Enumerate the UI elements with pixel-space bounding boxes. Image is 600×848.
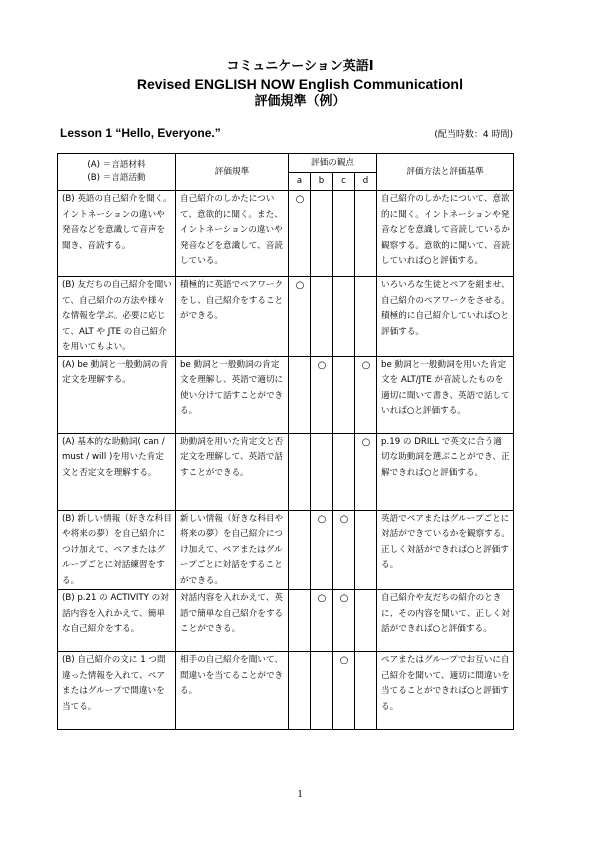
- lesson-heading: Lesson 1 “Hello, Everyone.”: [60, 126, 221, 140]
- table-row: [58, 510, 514, 590]
- mark-a: [289, 356, 311, 433]
- table-row: [58, 590, 514, 652]
- mark-c: [333, 191, 355, 277]
- header-material-b: (B) ＝言語活動: [87, 173, 146, 183]
- title-course: コミュニケーション英語Ⅰ: [226, 59, 374, 74]
- table-row: [58, 277, 514, 357]
- mark-a: ○: [289, 277, 311, 357]
- header-col-b: b: [311, 173, 333, 191]
- mark-c: ○: [333, 590, 355, 652]
- page-number: 1: [297, 788, 303, 800]
- material-cell: (B) p.21 の ACTIVITY の対話内容を入れかえて、簡単な自己紹介をする。: [58, 590, 176, 652]
- mark-c: ○: [333, 510, 355, 590]
- mark-c: [333, 356, 355, 433]
- header-col-c: c: [333, 173, 355, 191]
- mark-b: [311, 277, 333, 357]
- method-cell: 自己紹介や友だちの紹介のときに、その内容を聞いて、正しく対話ができれば○と評価する。: [377, 590, 514, 652]
- criteria-cell: 相手の自己紹介を聞いて、間違いを当てることができる。: [176, 652, 289, 730]
- mark-b: [311, 433, 333, 510]
- document-title: [0, 58, 600, 111]
- table-row: [58, 652, 514, 730]
- material-cell: (B) 新しい情報（好きな科目や将来の夢）を自己紹介につけ加えて、ペアまたはグループごとに対話練習をする。: [58, 510, 176, 590]
- mark-d: ○: [355, 356, 377, 433]
- mark-b: [311, 652, 333, 730]
- material-cell: (A) 基本的な助動詞( can / must / will )を用いた肯定文と否定文を理解する。: [58, 433, 176, 510]
- method-cell: いろいろな生徒とペアを組ませ、自己紹介のペアワークをさせる。積極的に自己紹介していれば○と評価する。: [377, 277, 514, 357]
- method-cell: 自己紹介のしかたについて、意欲的に聞く。イントネーションや発音などを意識して音読しているか観察する。意欲的に聞いて、音読していれば○と評価する。: [377, 191, 514, 277]
- mark-b: ○: [311, 356, 333, 433]
- mark-a: [289, 510, 311, 590]
- material-cell: (B) 自己紹介の文に 1 つ間違った情報を入れて、ペアまたはグループで間違いを当てる。: [58, 652, 176, 730]
- table-row: [58, 356, 514, 433]
- method-cell: 英語でペアまたはグループごとに対話ができているかを観察する。正しく対話ができれば○と評価する。: [377, 510, 514, 590]
- criteria-cell: 自己紹介のしかたについて、意欲的に聞く。また、イントネーションの違いや発音などを意識して、音読している。: [176, 191, 289, 277]
- mark-a: [289, 590, 311, 652]
- criteria-cell: 積極的に英語でペアワークをし、自己紹介をすることができる。: [176, 277, 289, 357]
- header-material-a: (A) ＝言語材料: [87, 160, 146, 170]
- mark-d: [355, 652, 377, 730]
- mark-c: [333, 433, 355, 510]
- mark-b: [311, 191, 333, 277]
- mark-c: [333, 277, 355, 357]
- material-cell: (B) 英語の自己紹介を聞く。イントネーションの違いや発音などを意識して音声を聞き、音読する。: [58, 191, 176, 277]
- header-viewpoints: 評価の観点: [289, 154, 377, 173]
- mark-d: [355, 191, 377, 277]
- criteria-cell: 新しい情報（好きな科目や将来の夢）を自己紹介につけ加えて、ペアまたはグループごとに対話をすることができる。: [176, 510, 289, 590]
- method-cell: ペアまたはグループでお互いに自己紹介を聞いて、適切に間違いを当てることができれば○と評価する。: [377, 652, 514, 730]
- mark-a: [289, 652, 311, 730]
- material-cell: (A) be 動詞と一般動詞の肯定文を理解する。: [58, 356, 176, 433]
- mark-a: ○: [289, 191, 311, 277]
- mark-c: ○: [333, 652, 355, 730]
- mark-d: ○: [355, 433, 377, 510]
- allotted-hours: (配当時数：4 時間): [434, 130, 513, 140]
- header-criteria: 評価規準: [176, 154, 289, 191]
- table-row: [58, 191, 514, 277]
- title-criteria: 評価規準（例）: [254, 94, 346, 109]
- mark-d: [355, 277, 377, 357]
- title-textbook: Revised ENGLISH NOW English CommunicationⅠ: [136, 76, 464, 92]
- method-cell: p.19 の DRILL で英文に合う適切な助動詞を選ぶことができ、正解できれば○と評価する。: [377, 433, 514, 510]
- evaluation-table: [57, 153, 514, 730]
- mark-b: ○: [311, 510, 333, 590]
- header-col-d: d: [355, 173, 377, 191]
- table-row: [58, 433, 514, 510]
- method-cell: be 動詞と一般動詞を用いた肯定文を ALT/JTE が音読したものを適切に聞いて書き、英語で話していれば○と評価する。: [377, 356, 514, 433]
- mark-d: [355, 590, 377, 652]
- criteria-cell: be 動詞と一般動詞の肯定文を理解し、英語で適切に使い分けて話すことができる。: [176, 356, 289, 433]
- mark-a: [289, 433, 311, 510]
- criteria-cell: 対話内容を入れかえて、英語で簡単な自己紹介をすることができる。: [176, 590, 289, 652]
- mark-d: [355, 510, 377, 590]
- mark-b: ○: [311, 590, 333, 652]
- criteria-cell: 助動詞を用いた肯定文と否定文を理解して、英語で話すことができる。: [176, 433, 289, 510]
- header-material: [58, 154, 176, 191]
- material-cell: (B) 友だちの自己紹介を聞いて、自己紹介の方法や様々な情報を学ぶ。必要に応じて、ALT や JTE の自己紹介を用いてもよい。: [58, 277, 176, 357]
- header-method: 評価方法と評価基準: [377, 154, 514, 191]
- header-col-a: a: [289, 173, 311, 191]
